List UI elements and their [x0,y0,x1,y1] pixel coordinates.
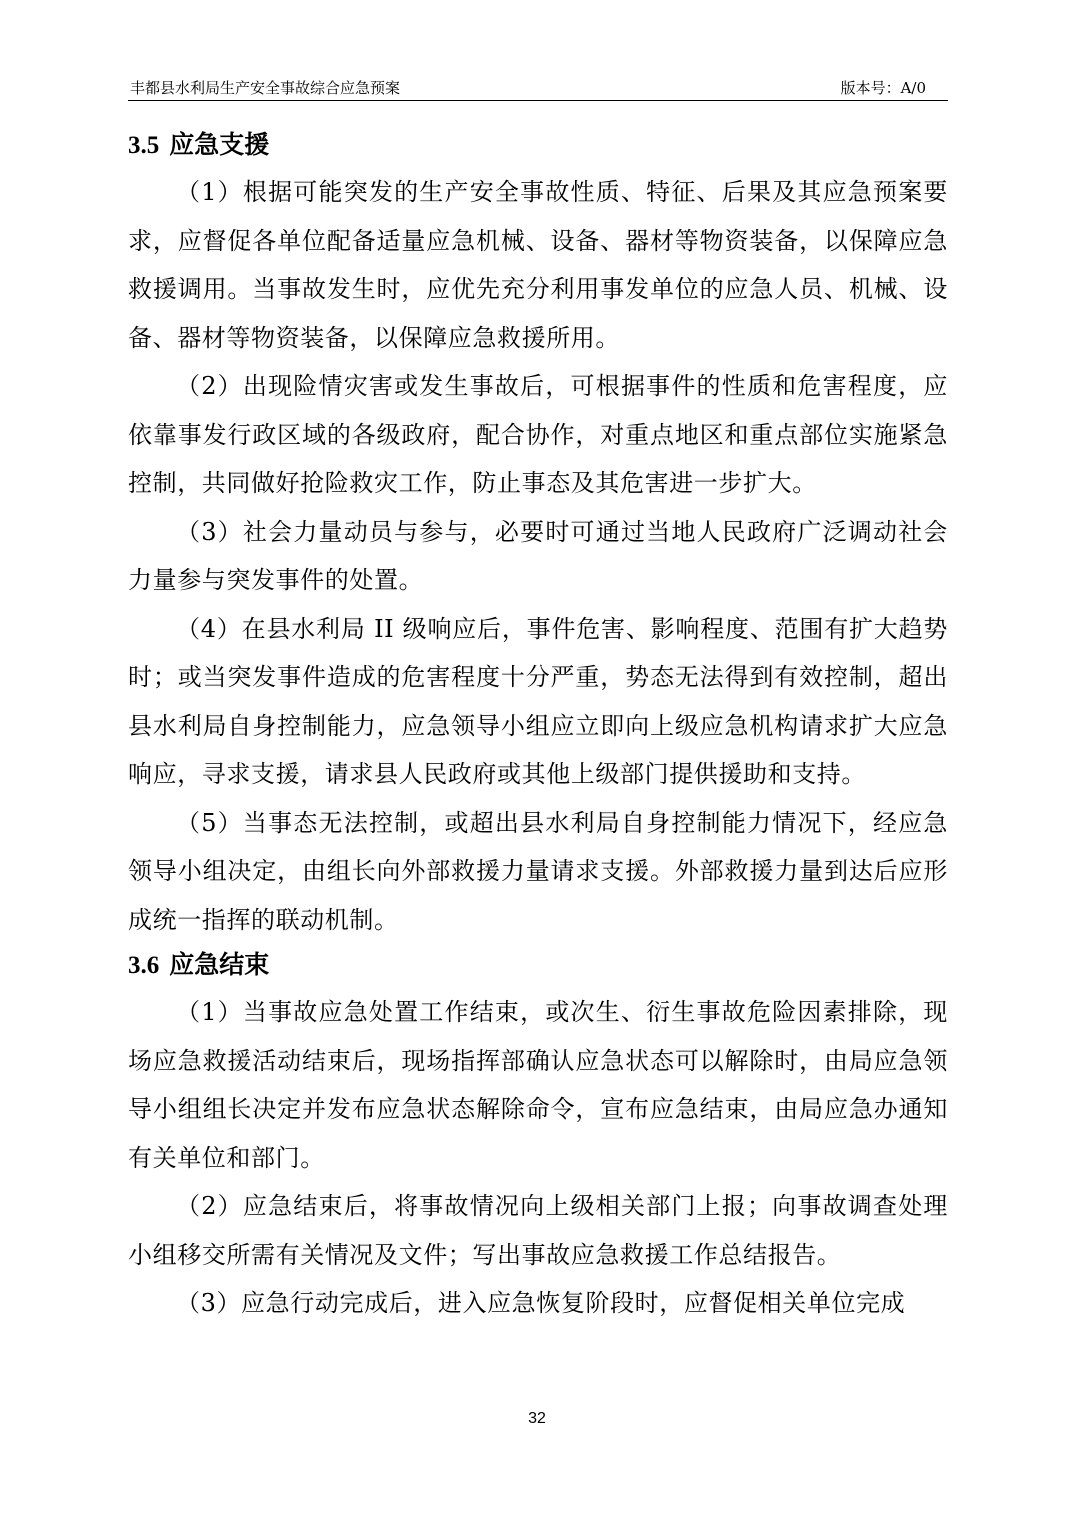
section-heading [128,944,948,988]
paragraph: （2）应急结束后，将事故情况向上级相关部门上报；向事故调查处理小组移交所需有关情况及文件；写出事故应急救援工作总结报告。 [128,1192,948,1269]
section-title: 应急支援 [169,132,270,159]
page-content [128,124,948,1328]
page-header [128,76,948,101]
section-3-6 [128,944,948,1328]
paragraph: （1）根据可能突发的生产安全事故性质、特征、后果及其应急预案要求，应督促各单位配备适量应急机械、设备、器材等物资装备，以保障应急救援调用。当事故发生时，应优先充分利用事发单位的应急人员、机械、设备、器材等物资装备，以保障应急救援所用。 [128,178,948,352]
header-document-title: 丰都县水利局生产安全事故综合应急预案 [130,79,401,97]
page-number: 32 [528,1410,546,1427]
section-title: 应急结束 [169,952,270,979]
paragraph: （2）出现险情灾害或发生事故后，可根据事件的性质和危害程度，应依靠事发行政区域的各级政府，配合协作，对重点地区和重点部位实施紧急控制，共同做好抢险救灾工作，防止事态及其危害进一步扩大。 [128,372,948,497]
header-version-number: 版本号：A/0 [840,79,926,97]
paragraph: （3）应急行动完成后，进入应急恢复阶段时，应督促相关单位完成 [176,1289,906,1317]
section-heading [128,124,948,168]
paragraph: （1）当事故应急处置工作结束，或次生、衍生事故危险因素排除，现场应急救援活动结束后，现场指挥部确认应急状态可以解除时，由局应急领导小组组长决定并发布应急状态解除命令，宣布应急结束，由局应急办通知有关单位和部门。 [128,998,948,1172]
paragraph: （5）当事态无法控制，或超出县水利局自身控制能力情况下，经应急领导小组决定，由组长向外部救援力量请求支援。外部救援力量到达后应形成统一指挥的联动机制。 [128,808,948,934]
section-number: 3.5 [128,132,160,159]
section-3-5 [128,124,948,944]
paragraph: （3）社会力量动员与参与，必要时可通过当地人民政府广泛调动社会力量参与突发事件的处置。 [128,517,948,594]
paragraph: （4）在县水利局 II 级响应后，事件危害、影响程度、范围有扩大趋势时；或当突发事件造成的危害程度十分严重，势态无法得到有效控制，超出县水利局自身控制能力，应急领导小组应立即向上级应急机构请求扩大应急响应，寻求支援，请求县人民政府或其他上级部门提供援助和支持。 [128,614,948,788]
section-number: 3.6 [128,952,160,979]
